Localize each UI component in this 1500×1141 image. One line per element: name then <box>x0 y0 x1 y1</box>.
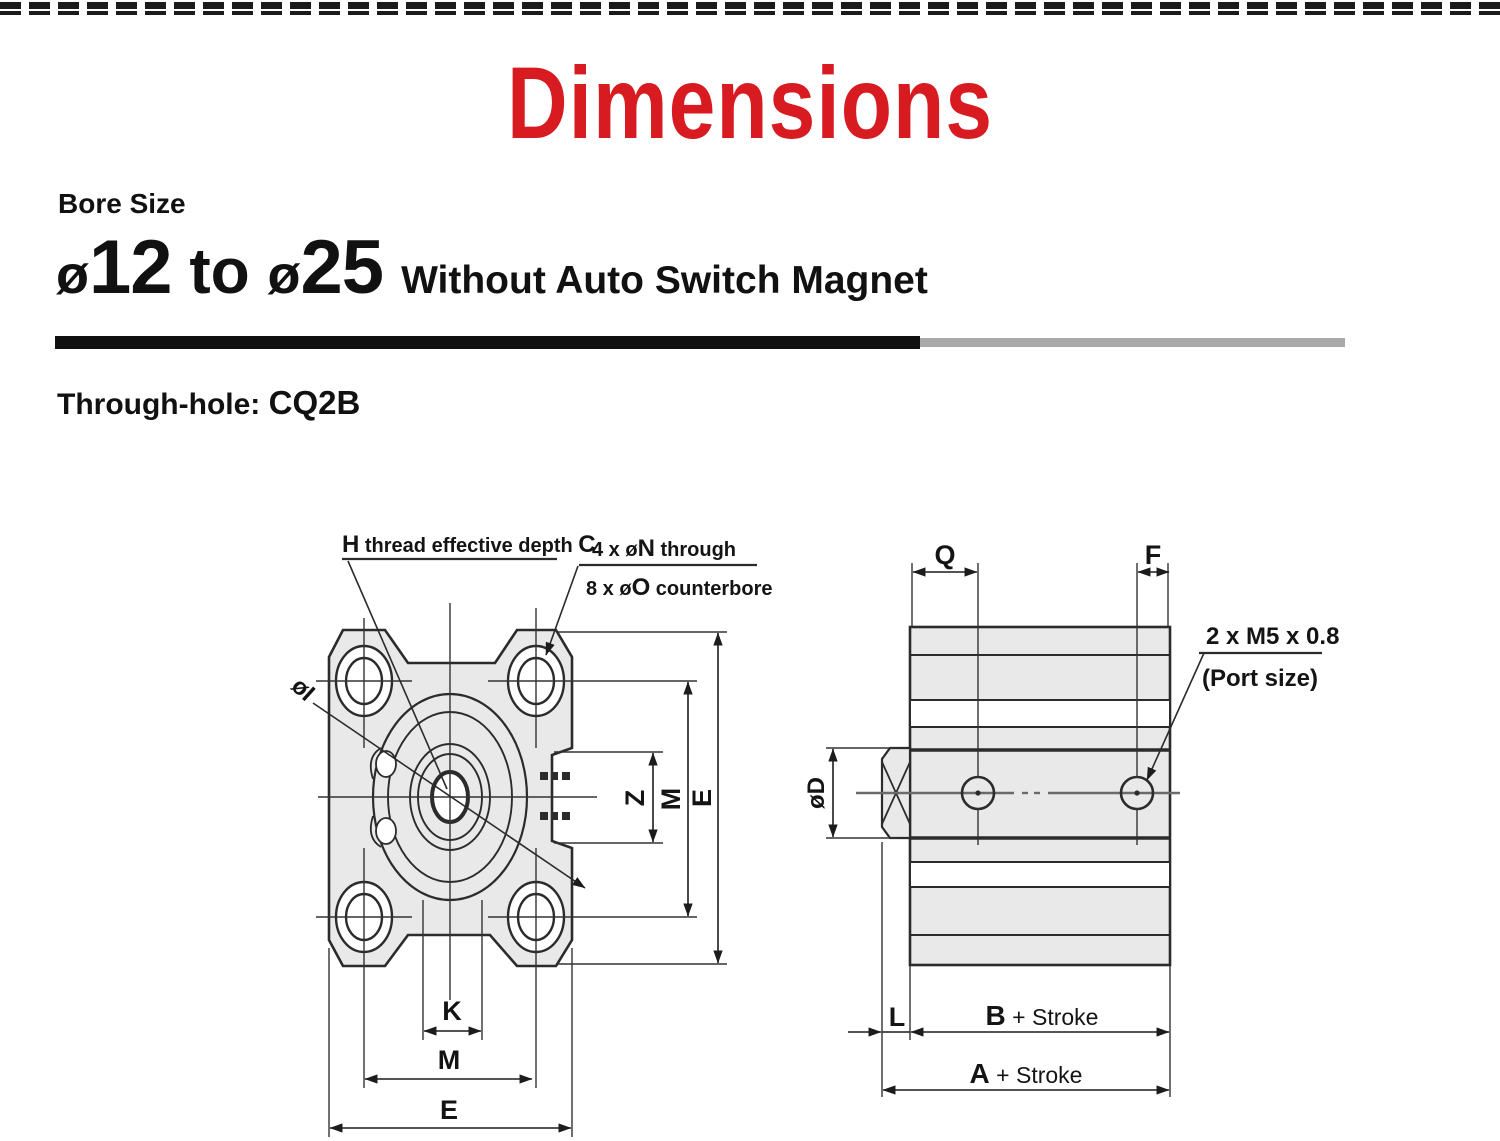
dim-q-label: Q <box>934 540 956 570</box>
dim-a-stroke-label: A + Stroke <box>969 1058 1083 1089</box>
dim-z-label: Z <box>620 789 650 807</box>
mounting-holes-label-line2: 8 x øO counterbore <box>586 574 773 601</box>
dim-m-bottom-label: M <box>437 1045 461 1075</box>
bore-to: to <box>171 235 268 307</box>
section-heading-prefix: Through-hole: <box>57 388 269 421</box>
dim-e-bottom-label: E <box>439 1095 459 1125</box>
mounting-holes-label-line1: 4 x øN through <box>592 535 737 562</box>
phi-symbol: ø <box>267 245 301 305</box>
front-view-drawing <box>286 531 773 1137</box>
dim-k-label: K <box>442 996 462 1026</box>
phi-symbol: ø <box>56 245 89 305</box>
dim-b-stroke-label: B + Stroke <box>985 1000 1099 1031</box>
bore-max: 25 <box>300 225 384 310</box>
dim-e-right-label: E <box>687 788 717 808</box>
rod-diameter-label: øD <box>803 777 830 809</box>
side-view-drawing <box>803 540 1339 1097</box>
bore-subtitle: Without Auto Switch Magnet <box>401 259 928 302</box>
bore-size-label: Bore Size <box>58 188 186 219</box>
dim-l-label: L <box>888 1002 906 1032</box>
bore-min: 12 <box>89 225 172 310</box>
port-size-label-line1: 2 x M5 x 0.8 <box>1206 623 1340 650</box>
side-body <box>910 627 1170 965</box>
dim-m-right-label: M <box>656 787 686 811</box>
dim-f-label: F <box>1144 540 1162 570</box>
page-title: Dimensions <box>506 45 994 160</box>
section-heading-model: CQ2B <box>268 384 361 421</box>
bore-id-label: øI <box>285 672 320 707</box>
thread-depth-label: H thread effective depth C <box>342 531 596 558</box>
port-size-label-line2: (Port size) <box>1202 665 1319 692</box>
